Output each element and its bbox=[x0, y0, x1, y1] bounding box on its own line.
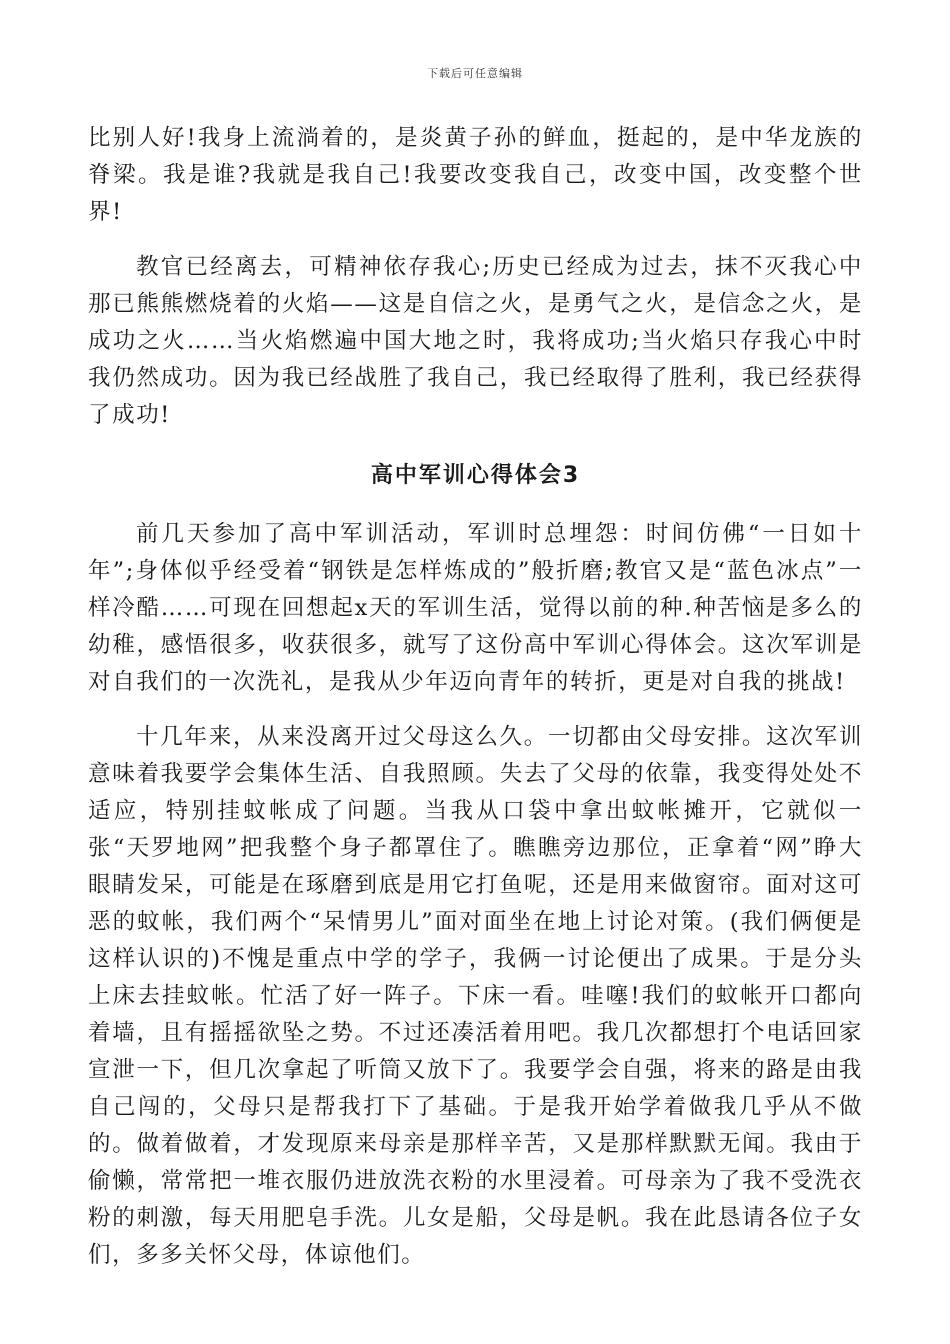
document-body bbox=[88, 120, 863, 1274]
paragraph: 十几年来，从来没离开过父母这么久。一切都由父母安排。这次军训意味着我要学会集体生活、自我照顾。失去了父母的依靠，我变得处处不适应，特别挂蚊帐成了问题。当我从口袋中拿出蚊帐摊开，它就似一张“天罗地网”把我整个身子都罩住了。瞧瞧旁边那位，正拿着“网”睁大眼睛发呆，可能是在琢磨到底是用它打鱼呢，还是用来做窗帘。面对这可恶的蚊帐，我们两个“呆情男儿”面对面坐在地上讨论对策。(我们俩便是这样认识的)不愧是重点中学的学子，我俩一讨论便出了成果。于是分头上床去挂蚊帐。忙活了好一阵子。下床一看。哇噻!我们的蚊帐开口都向着墙，且有摇摇欲坠之势。不过还凑活着用吧。我几次都想打个电话回家宣泄一下，但几次拿起了听筒又放下了。我要学会自强，将来的路是由我自己闯的，父母只是帮我打下了基础。于是我开始学着做我几乎从不做的。做着做着，才发现原来母亲是那样辛苦，又是那样默默无闻。我由于偷懒，常常把一堆衣服仍进放洗衣粉的水里浸着。可母亲为了我不受洗衣粉的刺激，每天用肥皂手洗。儿女是船，父母是帆。我在此恳请各位子女们，多多关怀父母，体谅他们。 bbox=[88, 724, 863, 1268]
header-note: 下载后可任意编辑 bbox=[427, 67, 523, 80]
paragraph: 前几天参加了高中军训活动，军训时总埋怨：时间仿佛“一日如十年”;身体似乎经受着“钢铁是怎样炼成的”般折磨;教官又是“蓝色冰点”一样冷酷……可现在回想起x天的军训生活，觉得以前的种.种苦恼是多么的幼稚，感悟很多，收获很多，就写了这份高中军训心得体会。这次军训是对自我们的一次洗礼，是我从少年迈向青年的转折，更是对自我的挑战! bbox=[88, 521, 863, 695]
section-title: 高中军训心得体会3 bbox=[370, 463, 581, 488]
paragraph: 教官已经离去，可精神依存我心;历史已经成为过去，抹不灭我心中那已熊熊燃烧着的火焰——这是自信之火，是勇气之火，是信念之火，是成功之火……当火焰燃遍中国大地之时，我将成功;当火焰只存我心中时我仍然成功。因为我已经战胜了我自己，我已经取得了胜利，我已经获得了成功! bbox=[88, 254, 863, 428]
paragraph-continued: 比别人好!我身上流淌着的，是炎黄子孙的鲜血，挺起的，是中华龙族的脊梁。我是谁?我就是我自己!我要改变我自己，改变中国，改变整个世界! bbox=[88, 125, 863, 225]
